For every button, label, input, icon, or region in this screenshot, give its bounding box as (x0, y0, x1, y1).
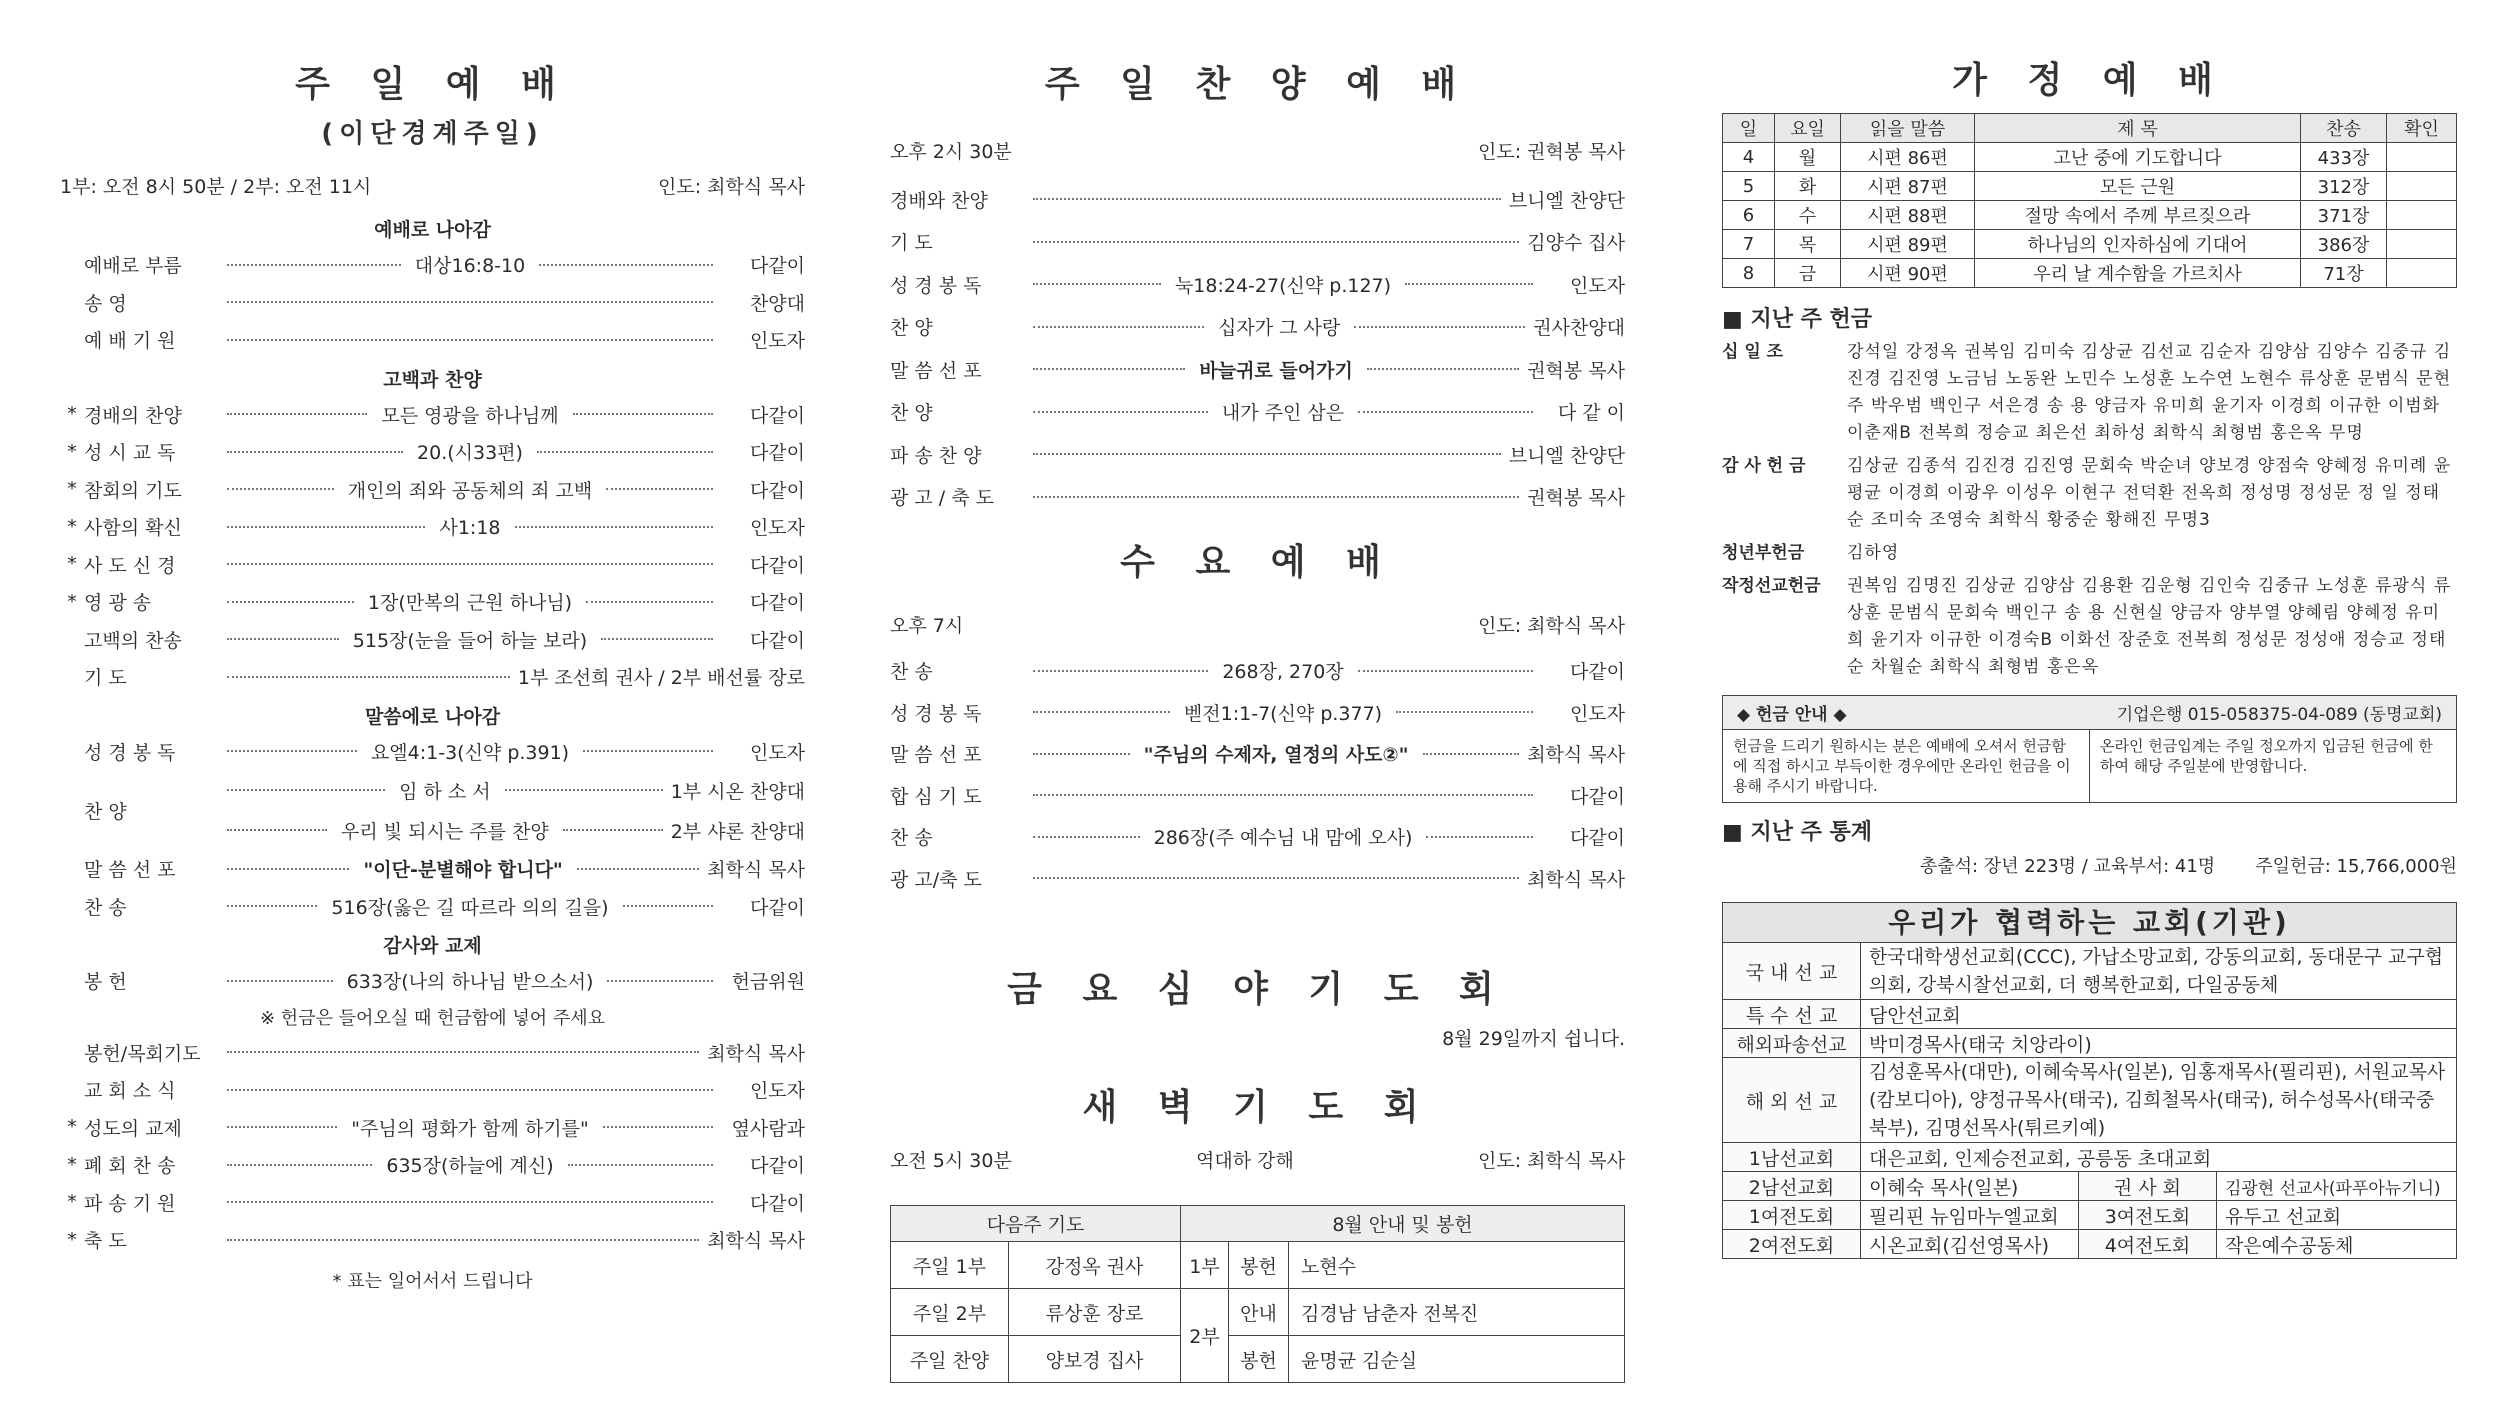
order-row (890, 476, 1625, 519)
order-row (60, 246, 805, 284)
order-person: 김양수 집사 (1527, 232, 1625, 255)
praise-leader: 인도: 권혁봉 목사 (1478, 141, 1625, 163)
order-person: 인도자 (749, 517, 805, 540)
offering-names: 김상균 김종석 김진경 김진영 문회숙 박순녀 양보경 양점숙 양혜정 유미례 윤평균 이경희 이광우 이성우 이현구 전덕환 전옥희 정성명 정성문 정 일 정태순 조미숙 조영숙 최학식 황중순 황해진 무명3 (1847, 456, 2452, 530)
order-person: 다같이 (749, 1155, 806, 1178)
order-row: * 사 도 신 경 다같이 (60, 546, 805, 584)
order-detail: 515장(눈을 들어 하늘 보라) (352, 629, 588, 652)
friday-title: 금 요 심 야 기 도 회 (1007, 969, 1508, 1010)
order-row (890, 650, 1625, 692)
table-row: 해 외 선 교 김성훈목사(대만), 이혜숙목사(일본), 임홍재목사(필리핀), 서원교목사(캄보디아), 양정규목사(태국), 김희철목사(태국), 허수성목사(태국중북부), 김명선목사(튀르키예) (1723, 1058, 2457, 1143)
order-row: * 참회의 기도 개인의 죄와 공동체의 죄 고백 다같이 (60, 471, 805, 509)
order-row (890, 178, 1625, 221)
check-cell[interactable] (2387, 172, 2457, 201)
order-row: * 파 송 기 원 다같이 (60, 1184, 805, 1222)
table-row: 1여전도회 필리핀 뉴임마누엘교회 3여전도회 유두고 선교회 (1723, 1201, 2457, 1230)
order-label: 영 광 송 (84, 592, 152, 615)
dawn-title: 새 벽 기 도 회 (1082, 1087, 1433, 1128)
order-person: 인도자 (749, 741, 806, 764)
order-row (60, 850, 805, 888)
order-label: 교 회 소 식 (84, 1080, 176, 1103)
order-label: 봉헌/목회기도 (84, 1042, 201, 1065)
section-heading: 고백과 찬양 (383, 368, 482, 391)
order-person: 2부 샤론 찬양대 (670, 820, 805, 843)
sunday-leader: 인도: 최학식 목사 (658, 176, 805, 198)
guide-right-text: 온라인 헌금입계는 주일 정오까지 입금된 헌금에 한하여 해당 주일분에 반영합니다. (2100, 737, 2433, 775)
offering-names: 권복임 김명진 김상균 김양삼 김용환 김운형 김인숙 김중규 노성훈 류광식 류상훈 문범식 문회숙 백인구 송 용 신현실 양금자 양부열 양혜림 양혜정 유미희 윤기자 이규한 이경숙B 이화선 장준호 전복희 정성문 정성애 정승교 정태순 차월순 최학식 최형범 홍은옥 (1847, 576, 2452, 677)
dawn-scripture: 역대하 강해 (1195, 1150, 1294, 1172)
order-detail: 633장(나의 하나님 받으소서) (346, 971, 594, 994)
order-person: 다같이 (1569, 661, 1626, 684)
order-label: 기 도 (84, 667, 127, 690)
standing-footnote: * 표는 일어서서 드립니다 (332, 1270, 533, 1292)
order-person: 최학식 목사 (707, 859, 805, 882)
order-row (890, 858, 1625, 900)
order-label: 성 경 봉 독 (890, 274, 982, 297)
check-cell[interactable] (2387, 230, 2457, 259)
order-row: * 폐 회 찬 송 635장(하늘에 계신) 다같이 (60, 1146, 805, 1184)
order-label: 예배로 부름 (84, 255, 182, 278)
order-label: 봉 헌 (84, 971, 127, 994)
dawn-leader: 인도: 최학식 목사 (1478, 1150, 1625, 1172)
order-person: 최학식 목사 (707, 1042, 805, 1065)
order-person: 찬양대 (749, 292, 805, 315)
sunday-service-column (60, 0, 805, 1401)
order-row: * 성도의 교제 "주님의 평화가 함께 하기를" 옆사람과 (60, 1109, 805, 1147)
wednesday-order (890, 650, 1625, 899)
order-detail: 모든 영광을 하나님께 (381, 404, 559, 427)
table-row: 8 금 시편 90편 우리 날 계수함을 가르치사 71장 (1723, 259, 2457, 288)
order-label: 합 심 기 도 (890, 785, 982, 808)
order-person: 다같이 (749, 896, 805, 919)
offering-note: ※ 헌금은 들어오실 때 헌금함에 넣어 주세요 (259, 1007, 605, 1029)
order-detail: 286장(주 예수님 내 맘에 오사) (1153, 827, 1413, 850)
order-detail: 635장(하늘에 계신) (386, 1155, 554, 1178)
order-label: 예 배 기 원 (84, 330, 176, 353)
order-detail: "주님의 평화가 함께 하기를" (351, 1117, 589, 1140)
order-person: 헌금위원 (731, 971, 805, 994)
wednesday-title: 수 요 예 배 (1120, 542, 1395, 583)
sunday-time: 1부: 오전 8시 50분 / 2부: 오전 11시 (60, 176, 372, 198)
order-person: 인도자 (749, 330, 805, 353)
offering-label: 청년부헌금 (1722, 543, 1805, 563)
wednesday-leader: 인도: 최학식 목사 (1478, 615, 1625, 637)
next-prayer-header: 다음주 기도 (891, 1206, 1181, 1242)
order-detail: 268장, 270장 (1222, 661, 1344, 684)
check-cell[interactable] (2387, 259, 2457, 288)
family-and-offering-column (1722, 0, 2457, 1401)
order-row (890, 816, 1625, 858)
praise-title: 주 일 찬 양 예 배 (1044, 64, 1471, 105)
order-row (890, 306, 1625, 349)
order-row (890, 775, 1625, 817)
guide-left-text: 헌금을 드리기 원하시는 분은 예배에 오셔서 헌금함에 직접 하시고 부득이한 경우에만 온라인 헌금을 이용해 주시기 바랍니다. (1723, 730, 2090, 802)
order-row (890, 348, 1625, 391)
order-detail: 눅18:24-27(신약 p.127) (1174, 274, 1392, 297)
offering-label: 작정선교헌금 (1722, 576, 1821, 596)
guide-title: ◆ 헌금 안내 ◆ (1737, 705, 1847, 725)
praise-time: 오후 2시 30분 (890, 141, 1012, 163)
order-row: * 영 광 송 1장(만복의 근원 하나님) 다같이 (60, 583, 805, 621)
table-row: 특 수 선 교 담안선교회 (1723, 1000, 2457, 1029)
order-person: 인도자 (1569, 274, 1625, 297)
order-label: 찬 양 (84, 800, 127, 823)
order-label: 성 시 교 독 (84, 442, 176, 465)
order-person: 브니엘 찬양단 (1508, 189, 1625, 212)
offering-group (1722, 540, 2457, 567)
order-label: 사 도 신 경 (84, 554, 176, 577)
order-person: 권혁봉 목사 (1527, 487, 1625, 510)
dawn-time: 오전 5시 30분 (890, 1150, 1012, 1172)
order-label: 성 경 봉 독 (890, 702, 982, 725)
table-row: 주일 1부 강정옥 권사 1부 봉헌 노현수 (891, 1242, 1625, 1289)
table-row: 해외파송선교 박미경목사(태국 치앙라이) (1723, 1029, 2457, 1058)
order-label: 폐 회 찬 송 (84, 1155, 176, 1178)
order-label: 광 고/축 도 (890, 868, 982, 891)
table-row: 4 월 시편 86편 고난 중에 기도합니다 433장 (1723, 143, 2457, 172)
order-row: * 경배의 찬양 모든 영광을 하나님께 다같이 (60, 396, 805, 434)
check-cell[interactable] (2387, 143, 2457, 172)
order-row (890, 692, 1625, 734)
order-row (60, 621, 805, 659)
table-row: 주일 2부 류상훈 장로 2부 안내 김경남 남춘자 전복진 (891, 1289, 1625, 1336)
dawn-meta (890, 1146, 1625, 1173)
order-row (890, 433, 1625, 476)
table-row: 6 수 시편 88편 절망 속에서 주께 부르짖으라 371장 (1723, 201, 2457, 230)
august-guide-header: 8월 안내 및 봉헌 (1181, 1206, 1625, 1242)
order-detail: 1장(만복의 근원 하나님) (367, 592, 573, 615)
bank-account: 기업은행 015-058375-04-089 (동명교회) (2116, 705, 2442, 725)
offering-group (1722, 339, 2457, 447)
order-label: 참회의 기도 (84, 479, 182, 502)
order-label: 광 고 / 축 도 (890, 487, 994, 510)
sunday-title: 주 일 예 배 (295, 64, 570, 105)
order-detail: 516장(옳은 길 따르라 의의 길을) (331, 896, 609, 919)
order-row (60, 321, 805, 359)
order-label: 찬 양 (890, 402, 933, 425)
check-cell[interactable] (2387, 201, 2457, 230)
order-person: 다같이 (749, 442, 805, 465)
offering-names: 강석일 강정옥 권복임 김미숙 김상균 김선교 김순자 김양삼 김양수 김중규 김진경 김진영 노금님 노동완 노민수 노성훈 노수연 노현수 류상훈 문범식 문현주 박우범 백인구 서은경 송 용 양금자 유미희 윤기자 이경희 이규한 이범화 이춘재B 전복희 정승교 최은선 최하성 최학식 최형범 홍은옥 무명 (1847, 342, 2452, 443)
section-heading: 예배로 나아감 (374, 219, 491, 241)
order-person: 인도자 (1569, 702, 1626, 725)
cooperation-title: 우리가 협력하는 교회(기관) (1722, 902, 2457, 942)
order-detail: 요엘4:1-3(신약 p.391) (370, 741, 570, 764)
order-label: 고백의 찬송 (84, 629, 182, 652)
sunday-subtitle: (이단경계주일) (321, 119, 544, 149)
order-person: 권혁봉 목사 (1527, 359, 1626, 382)
order-label: 송 영 (84, 292, 127, 315)
offering-group (1722, 573, 2457, 681)
sunday-meta (60, 172, 805, 199)
order-row (60, 658, 805, 696)
family-title: 가 정 예 배 (1952, 60, 2227, 101)
family-worship-table: 일 요일 읽을 말씀 제 목 찬송 확인 4 월 시편 86편 고난 중에 기도합니다 433장 5 화 시편 87편 모든 근원 312장 6 수 시편 88편 절망 속에서 주께 부르짖으라 371장 7 목 시편 89편 하나님의 인자하심에 기대어 386장 8 금 시편 90편 우리 날 계수함을 가르치사 71장 (1722, 113, 2457, 288)
order-detail: 사1:18 (439, 517, 501, 540)
table-row: 2남선교회 이혜숙 목사(일본) 권 사 회 김광현 선교사(파푸아뉴기니) (1723, 1172, 2457, 1201)
stats-line (1722, 852, 2457, 878)
order-person: 다같이 (749, 554, 805, 577)
order-person: 브니엘 찬양단 (1508, 444, 1625, 467)
order-row: * 성 시 교 독 20.(시33편) 다같이 (60, 433, 805, 471)
offering-label: 십 일 조 (1722, 342, 1784, 362)
order-row (60, 733, 805, 771)
offering-label: 감 사 헌 금 (1722, 456, 1806, 476)
order-person: 다같이 (749, 479, 806, 502)
order-detail: 내가 주인 삼은 (1221, 402, 1345, 425)
order-person: 다 같 이 (1557, 402, 1625, 425)
order-detail: 십자가 그 사랑 (1218, 317, 1341, 340)
order-row (60, 888, 805, 926)
order-detail: 대상16:8-10 (414, 255, 526, 278)
order-label: 말 씀 선 포 (890, 744, 982, 767)
order-person: 다같이 (749, 255, 806, 278)
order-row: * 축 도 최학식 목사 (60, 1221, 805, 1259)
order-person: 다같이 (749, 404, 806, 427)
table-row: 주일 찬양 양보경 집사 봉헌 윤명균 김순실 (891, 1336, 1625, 1383)
order-row (60, 284, 805, 322)
order-person: 인도자 (749, 1080, 805, 1103)
order-detail: 임 하 소 서 (399, 780, 491, 803)
order-label: 축 도 (84, 1230, 127, 1253)
order-row (890, 391, 1625, 434)
order-person: 최학식 목사 (1527, 868, 1625, 891)
order-row (890, 221, 1625, 264)
order-row (890, 263, 1625, 306)
stats-title: ■ 지난 주 통계 (1722, 820, 1873, 845)
order-label: 사함의 확신 (84, 517, 182, 540)
sermon-title: "이단-분별해야 합니다" (363, 859, 563, 882)
order-label: 파 송 찬 양 (890, 444, 982, 467)
order-row (60, 962, 805, 1000)
order-row (219, 810, 805, 850)
order-label: 말 씀 선 포 (890, 359, 982, 382)
order-label: 찬 송 (84, 896, 127, 919)
order-person: 다같이 (749, 629, 805, 652)
offering-guide-box (1722, 695, 2457, 803)
order-label: 성도의 교제 (84, 1117, 182, 1140)
sermon-title: "주님의 수제자, 열정의 사도②" (1143, 744, 1409, 767)
order-detail: 개인의 죄와 공동체의 죄 고백 (347, 479, 593, 502)
order-detail: 벧전1:1-7(신약 p.377) (1183, 702, 1383, 725)
order-person: 1부 시온 찬양대 (670, 780, 805, 803)
order-label: 성 경 봉 독 (84, 741, 176, 764)
sermon-title: 바늘귀로 들어가기 (1199, 359, 1353, 382)
section-heading: 감사와 교제 (383, 935, 482, 957)
praise-meta (890, 137, 1625, 164)
order-detail: 우리 빛 되시는 주를 찬양 (341, 820, 549, 843)
order-person: 옆사람과 (731, 1117, 805, 1140)
friday-note: 8월 29일까지 쉽니다. (1442, 1028, 1625, 1050)
order-person: 권사찬양대 (1533, 317, 1625, 340)
order-label: 경배의 찬양 (84, 404, 182, 427)
order-label: 말 씀 선 포 (84, 859, 176, 882)
weekday-services-column (890, 0, 1625, 1401)
table-row: 2여전도회 시온교회(김선영목사) 4여전도회 작은예수공동체 (1723, 1230, 2457, 1259)
order-person: 다같이 (1569, 785, 1625, 808)
cooperation-section (1722, 902, 2457, 1259)
praise-order (890, 178, 1625, 518)
offering-group (1722, 453, 2457, 534)
sunday-offering-total: 주일헌금: 15,766,000원 (2255, 856, 2457, 877)
order-row (890, 733, 1625, 775)
order-detail: 20.(시33편) (417, 442, 523, 465)
order-label: 경배와 찬양 (890, 189, 988, 212)
order-label: 찬 양 (890, 317, 933, 340)
order-person: 다같이 (749, 592, 805, 615)
section-heading: 말씀에로 나아감 (364, 705, 501, 728)
order-row (60, 1071, 805, 1109)
order-row: * 사함의 확신 사1:18 인도자 (60, 508, 805, 546)
wednesday-meta (890, 611, 1625, 638)
offering-names: 김하영 (1847, 543, 1900, 563)
order-row (219, 770, 805, 810)
choir-row (60, 770, 805, 850)
offering-title: ■ 지난 주 헌금 (1722, 307, 1873, 332)
order-person: 다같이 (1569, 827, 1626, 850)
attendance: 총출석: 장년 223명 / 교육부서: 41명 (1919, 856, 2216, 877)
order-person: 1부 조선희 권사 / 2부 배선률 장로 (517, 667, 805, 690)
order-label: 기 도 (890, 232, 933, 255)
order-row (60, 1034, 805, 1072)
table-row: 7 목 시편 89편 하나님의 인자하심에 기대어 386장 (1723, 230, 2457, 259)
cooperation-table (1722, 942, 2457, 1259)
next-week-table (890, 1205, 1625, 1383)
table-row: 국 내 선 교 한국대학생선교회(CCC), 가납소망교회, 강동의교회, 동대문구 교구협의회, 강북시찰선교회, 더 행복한교회, 다일공동체 (1723, 943, 2457, 1000)
order-label: 찬 송 (890, 827, 933, 850)
order-label: 찬 송 (890, 661, 933, 684)
order-person: 다같이 (749, 1192, 805, 1215)
wednesday-time: 오후 7시 (890, 615, 964, 637)
order-label: 파 송 기 원 (84, 1192, 176, 1215)
table-row: 1남선교회 대은교회, 인제승전교회, 공릉동 초대교회 (1723, 1143, 2457, 1172)
order-person: 최학식 목사 (707, 1230, 805, 1253)
order-person: 최학식 목사 (1527, 744, 1625, 767)
table-row: 5 화 시편 87편 모든 근원 312장 (1723, 172, 2457, 201)
